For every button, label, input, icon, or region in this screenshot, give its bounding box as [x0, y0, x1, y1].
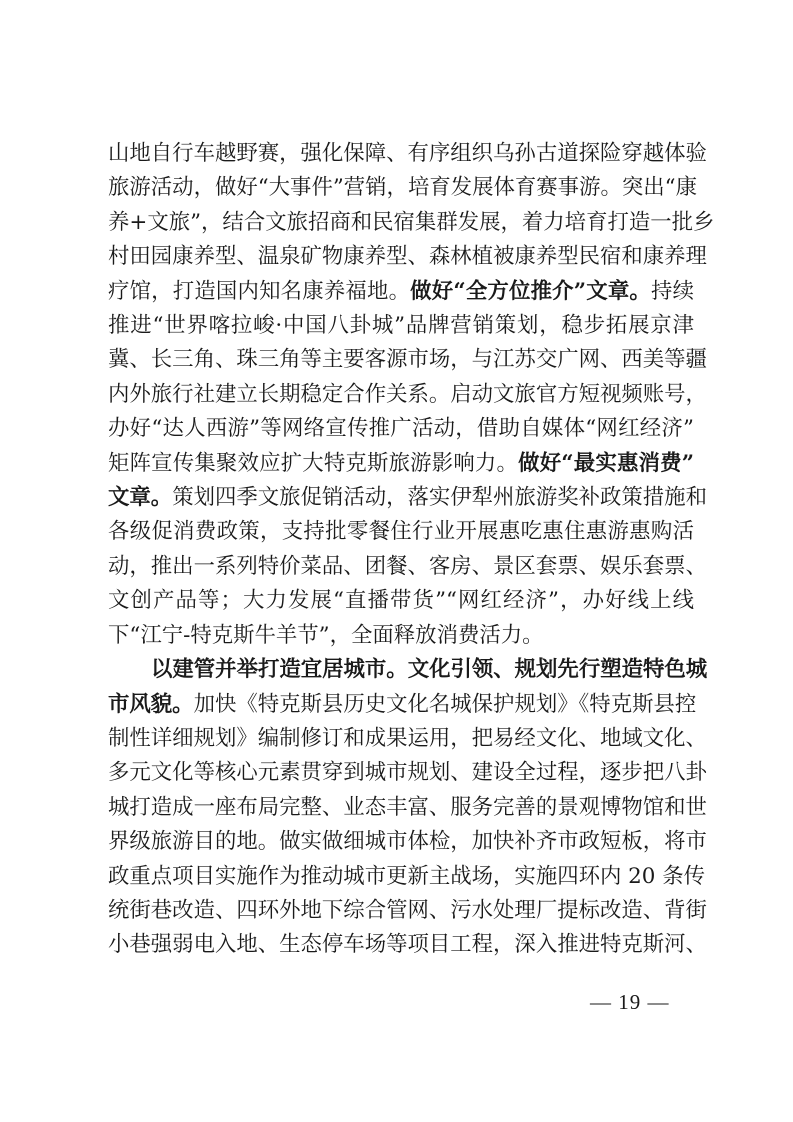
text-line: [108, 619, 694, 653]
bold-text-run: 做好“全方位推介”文章。: [410, 278, 651, 304]
text-line: [108, 550, 707, 584]
text-run: 城打造成一座布局完整、业态丰富、服务完善的景观博物馆和世: [108, 794, 707, 820]
text-line: [108, 722, 707, 756]
text-run: 山地自行车越野赛，强化保障、有序组织乌孙古道探险穿越体验: [108, 141, 707, 166]
text-run: 冀、长三角、珠三角等主要客源市场，与江苏交广网、西美等疆: [108, 347, 707, 373]
document-body: [108, 137, 715, 963]
text-run: 下“江宁-特克斯牛羊节”，全面释放消费活力。: [108, 622, 544, 648]
text-line: [108, 206, 715, 240]
paragraph-2: [108, 653, 708, 963]
text-line: [108, 825, 707, 859]
text-run: 加快《特克斯县历史文化名城保护规划》《特克斯县控: [193, 691, 697, 717]
bold-text-run: 市风貌。: [108, 691, 194, 717]
text-line: [108, 275, 694, 309]
text-line: [108, 343, 707, 377]
text-run: 动，推出一系列特价菜品、团餐、客房、景区套票、娱乐套票、: [108, 553, 707, 579]
text-line: [108, 653, 708, 687]
text-line: [108, 447, 694, 481]
text-run: 小巷强弱电入地、生态停车场等项目工程，深入推进特克斯河、: [108, 932, 707, 958]
text-run: 多元文化等核心元素贯穿到城市规划、建设全过程，逐步把八卦: [108, 760, 707, 786]
text-line: [108, 137, 707, 171]
text-run: 旅游活动，做好“大事件”营销，培育发展体育赛事游。突出“康: [108, 175, 697, 201]
text-run: 办好“达人西游”等网络宣传推广活动，借助自媒体“网红经济”: [108, 416, 694, 442]
text-run: 统街巷改造、四环外地下综合管网、污水处理厂提标改造、背街: [108, 897, 707, 923]
text-run: 矩阵宣传集聚效应扩大特克斯旅游影响力。: [108, 450, 519, 476]
text-line: [108, 481, 707, 515]
text-line: [108, 412, 694, 446]
text-line: [108, 928, 707, 962]
text-run: 文创产品等；大力发展“直播带货”“网红经济”，办好线上线: [108, 588, 694, 614]
text-run: 推进“世界喀拉峻·中国八卦城”品牌营销策划，稳步拓展京津: [108, 313, 694, 339]
text-line: [108, 309, 694, 343]
bold-text-run: 做好“最实惠消费”: [518, 450, 694, 476]
paragraph-1: [108, 137, 715, 653]
text-run: 养+文旅”，结合文旅招商和民宿集群发展，着力培育打造一批乡: [108, 209, 715, 235]
text-line: [108, 240, 707, 274]
page-number: — 19 —: [590, 990, 670, 1014]
bold-text-run: 以建管并举打造宜居城市。文化引领、规划先行塑造特色城: [151, 657, 708, 683]
text-run: 策划四季文旅促销活动，落实伊犁州旅游奖补政策措施和: [172, 485, 707, 511]
text-run: 持续: [651, 278, 694, 304]
text-run: 各级促消费政策，支持批零餐住行业开展惠吃惠住惠游惠购活: [108, 519, 694, 545]
text-line: [108, 378, 707, 412]
bold-text-run: 文章。: [108, 485, 173, 511]
text-run: 制性详细规划》编制修订和成果运用，把易经文化、地域文化、: [108, 725, 707, 751]
text-line: [108, 860, 705, 894]
text-line: [108, 894, 707, 928]
text-line: [108, 584, 694, 618]
text-run: 疗馆，打造国内知名康养福地。: [108, 278, 411, 304]
text-run: 政重点项目实施作为推动城市更新主战场，实施四环内 20 条传: [108, 863, 705, 889]
text-line: [108, 756, 707, 790]
text-line: [108, 688, 697, 722]
text-line: [108, 791, 707, 825]
text-run: 界级旅游目的地。做实做细城市体检，加快补齐市政短板，将市: [108, 829, 707, 855]
text-line: [108, 171, 697, 205]
text-line: [108, 515, 694, 549]
text-run: 村田园康养型、温泉矿物康养型、森林植被康养型民宿和康养理: [108, 244, 707, 270]
text-run: 内外旅行社建立长期稳定合作关系。启动文旅官方短视频账号，: [108, 381, 707, 407]
